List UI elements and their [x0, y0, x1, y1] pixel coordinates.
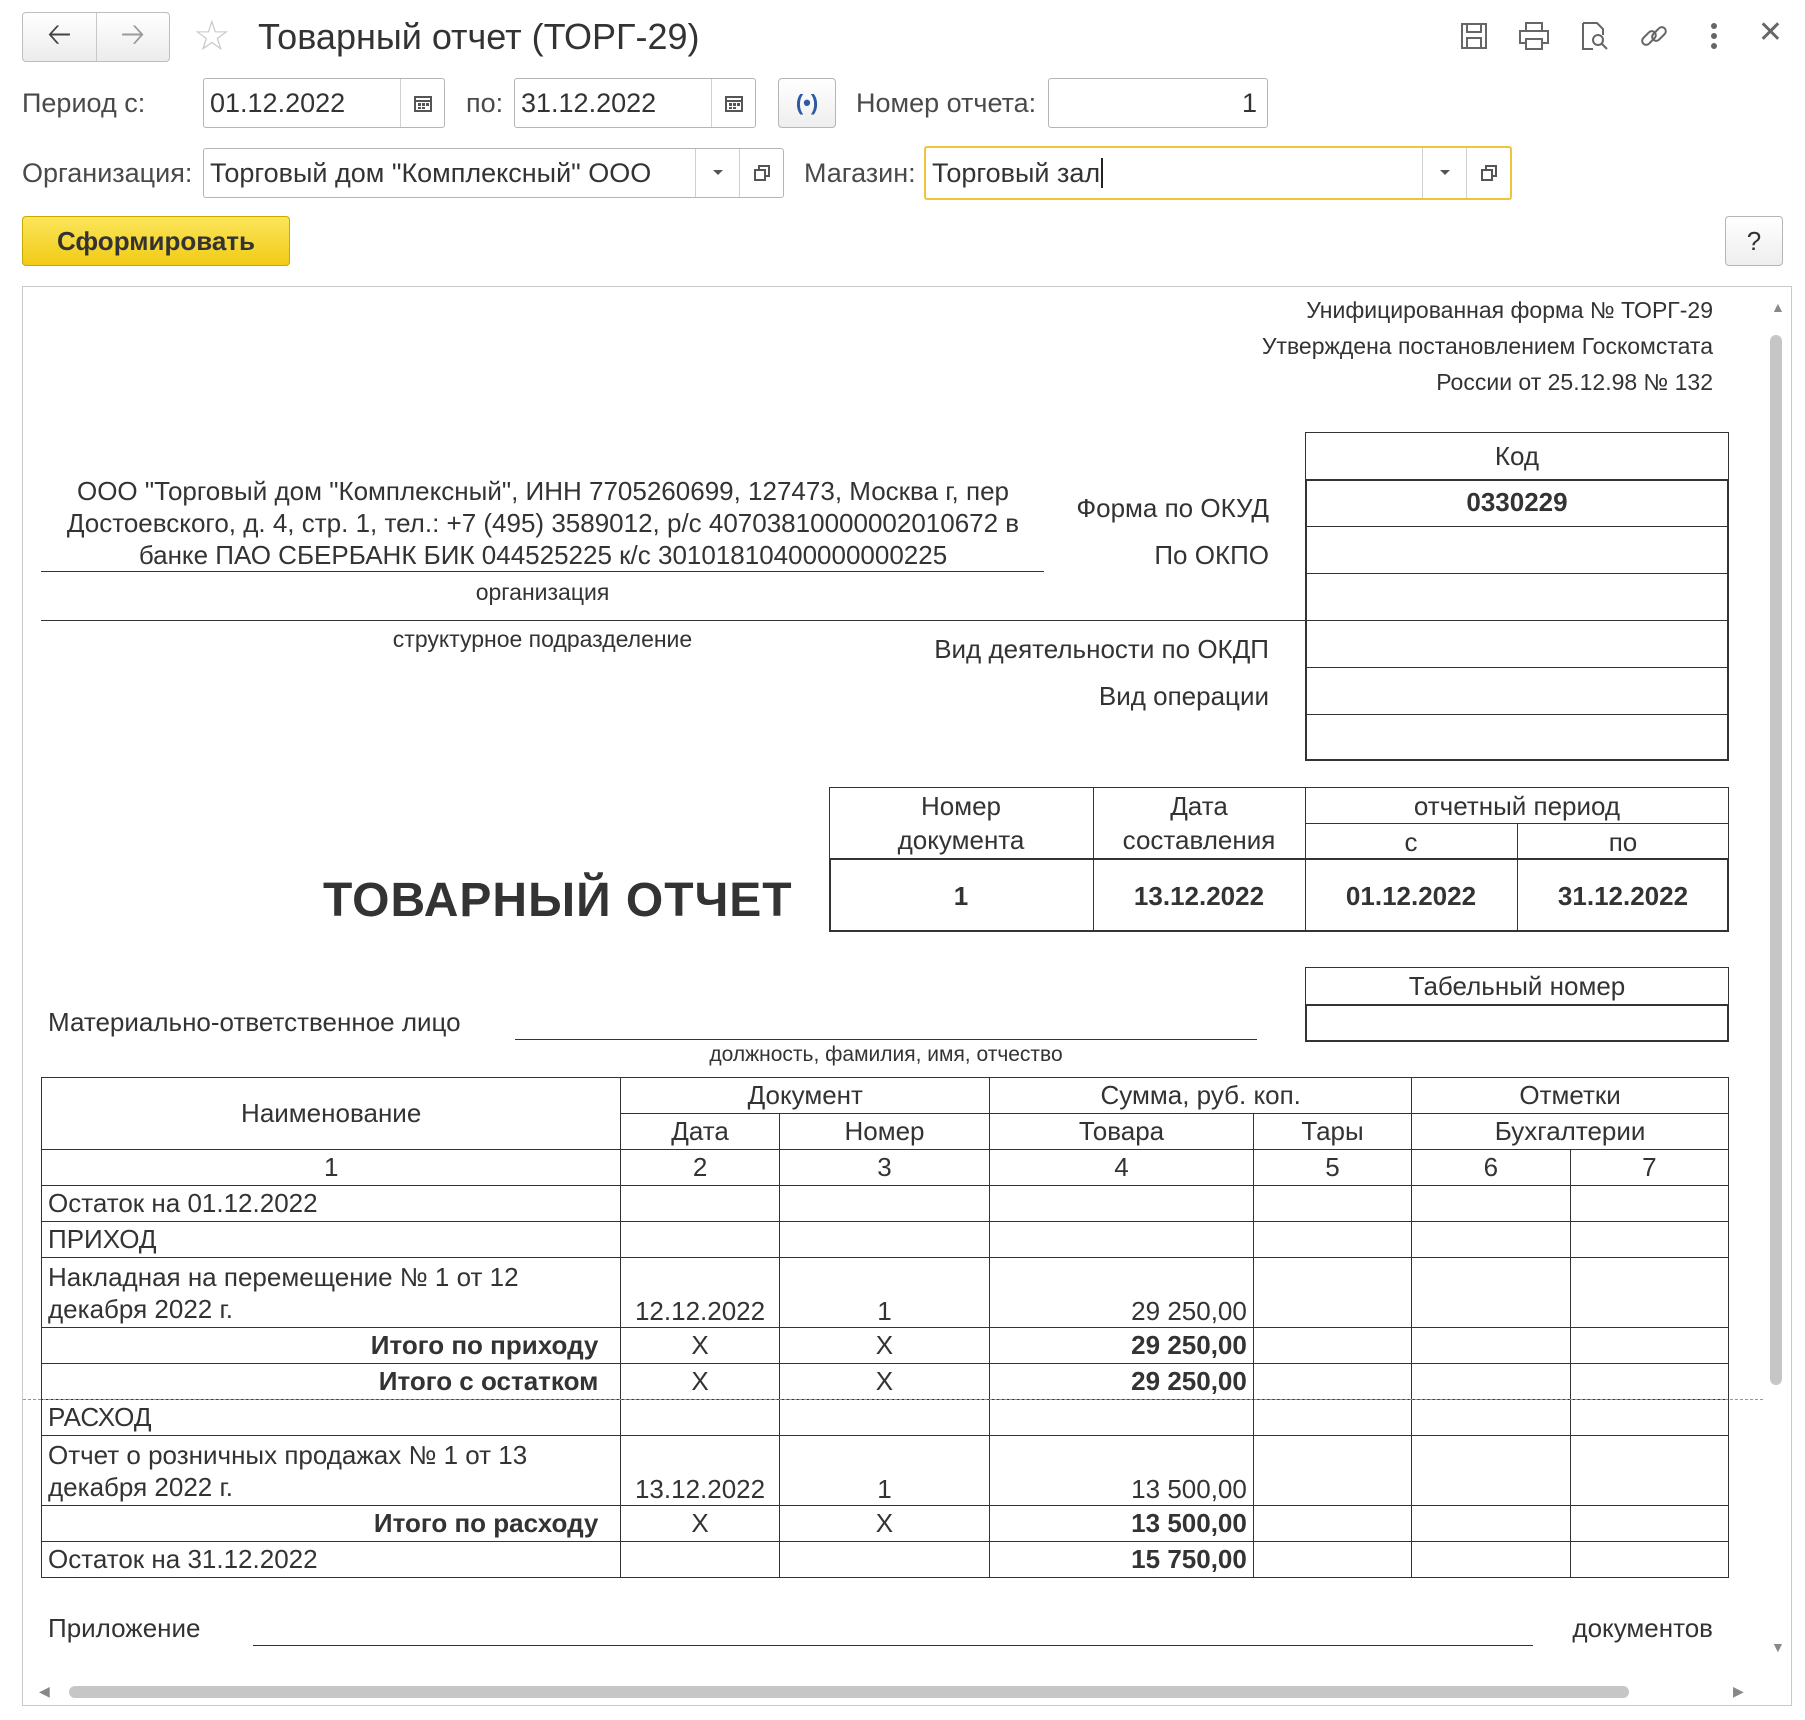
period-from-label: Период с: — [22, 88, 146, 118]
scroll-up-icon[interactable]: ▲ — [1771, 299, 1785, 315]
okpo-label: По ОКПО — [1154, 540, 1269, 570]
col-number: 1 — [42, 1150, 621, 1186]
save-icon[interactable] — [1456, 18, 1492, 54]
col-number: 5 — [1253, 1150, 1411, 1186]
header-tare: Тары — [1253, 1114, 1411, 1150]
appendix-label: Приложение — [48, 1613, 201, 1643]
division-underline — [41, 620, 1305, 621]
closing-balance-label: Остаток на 31.12.2022 — [42, 1542, 621, 1578]
code-row-separator — [1305, 620, 1729, 621]
scroll-right-icon[interactable]: ▶ — [1733, 1683, 1744, 1699]
arrow-left-icon: 🡠 — [47, 17, 72, 51]
period-from-value: 01.12.2022 — [1345, 881, 1477, 911]
period-selector-icon: (•) — [795, 90, 819, 115]
with-balance-x: X — [779, 1364, 989, 1400]
help-button[interactable]: ? — [1725, 216, 1783, 266]
period-from-input[interactable]: 01.12.2022 — [203, 78, 445, 128]
expense-doc-sum: 13 500,00 — [990, 1436, 1254, 1506]
code-row-separator — [1305, 526, 1729, 527]
open-item-icon[interactable] — [1466, 148, 1510, 198]
expense-total-x: X — [621, 1506, 779, 1542]
organization-underline — [41, 571, 1044, 572]
table-row[interactable] — [42, 1258, 1729, 1328]
expense-total-x: X — [779, 1506, 989, 1542]
income-total-x: X — [779, 1328, 989, 1364]
operation-label: Вид операции — [1098, 681, 1269, 711]
doc-number-header-2: документа — [897, 825, 1025, 855]
generate-button[interactable]: Сформировать — [22, 216, 290, 266]
expense-header: РАСХОД — [42, 1400, 621, 1436]
doc-number-header-1: Номер — [920, 791, 1002, 821]
window-title: Товарный отчет (ТОРГ-29) — [258, 16, 700, 57]
calendar-icon[interactable] — [711, 79, 755, 127]
header-name: Наименование — [42, 1078, 621, 1150]
scroll-down-icon[interactable]: ▼ — [1771, 1639, 1785, 1655]
period-to-input[interactable]: 31.12.2022 — [514, 78, 756, 128]
tab-number-header: Табельный номер — [1408, 971, 1626, 1001]
header-sum: Сумма, руб. коп. — [990, 1078, 1412, 1114]
header-date: Дата — [621, 1114, 779, 1150]
income-header: ПРИХОД — [42, 1222, 621, 1258]
store-label: Магазин: — [804, 158, 916, 188]
navigation-buttons — [22, 12, 170, 62]
income-document-line1: Накладная на перемещение № 1 от 12 — [48, 1262, 519, 1292]
with-balance-label: Итого с остатком — [42, 1364, 621, 1400]
period-to-value: 31.12.2022 — [1557, 881, 1689, 911]
report-number-label: Номер отчета: — [856, 88, 1037, 118]
income-doc-sum: 29 250,00 — [990, 1258, 1254, 1328]
appendix-underline — [253, 1645, 1533, 1646]
table-row[interactable] — [42, 1222, 1729, 1258]
responsible-label: Материально-ответственное лицо — [48, 1007, 461, 1037]
doc-date-value: 13.12.2022 — [1133, 881, 1265, 911]
text-caret — [1101, 158, 1103, 188]
doc-info-separator — [1305, 823, 1729, 824]
period-to-header: по — [1608, 827, 1638, 857]
organization-select[interactable]: Торговый дом "Комплексный" ООО — [203, 148, 784, 198]
expense-doc-date: 13.12.2022 — [621, 1436, 779, 1506]
opening-balance-label: Остаток на 01.12.2022 — [42, 1186, 621, 1222]
income-document — [42, 1258, 621, 1328]
doc-number-value: 1 — [953, 881, 969, 911]
arrow-right-icon: 🡢 — [120, 17, 145, 51]
code-row-separator — [1305, 573, 1729, 574]
expense-document-line1: Отчет о розничных продажах № 1 от 13 — [48, 1440, 528, 1470]
organization-label: Организация: — [22, 158, 193, 188]
expense-doc-number: 1 — [779, 1436, 989, 1506]
header-goods: Товара — [990, 1114, 1254, 1150]
header-number: Номер — [779, 1114, 989, 1150]
more-icon[interactable] — [1696, 18, 1732, 54]
organization-details: ООО "Торговый дом "Комплексный", ИНН 7705260699, 127473, Москва г, пер Достоевского, д. 4, стр. 1, тел.: +7 (495) 3589012, р/с 40703810000002010672 в банке ПАО СБЕРБАНК БИК 044525225 к/с 30101810400000000225 — [66, 476, 1020, 570]
income-total-x: X — [621, 1328, 779, 1364]
horizontal-scrollbar[interactable] — [23, 1677, 1763, 1705]
table-row[interactable] — [42, 1400, 1729, 1436]
division-caption: структурное подразделение — [392, 626, 693, 652]
documents-label: документов — [1572, 1613, 1713, 1643]
print-icon[interactable] — [1516, 18, 1552, 54]
closing-balance-sum: 15 750,00 — [990, 1542, 1254, 1578]
tab-number-value-cell — [1305, 1004, 1729, 1042]
form-header-line3: России от 25.12.98 № 132 — [1436, 369, 1713, 395]
income-doc-date: 12.12.2022 — [621, 1258, 779, 1328]
store-value: Торговый зал — [932, 157, 1101, 188]
expense-document — [42, 1436, 621, 1506]
goods-report-table — [41, 1077, 1729, 1578]
report-document[interactable] — [22, 286, 1792, 1706]
forward-button[interactable] — [96, 13, 170, 61]
expense-document-line2: декабря 2022 г. — [48, 1472, 233, 1502]
income-total-label: Итого по приходу — [42, 1328, 621, 1364]
period-header: отчетный период — [1413, 791, 1621, 821]
preview-icon[interactable] — [1576, 18, 1612, 54]
table-row[interactable] — [42, 1436, 1729, 1506]
open-item-icon[interactable] — [739, 149, 783, 197]
period-to-label: по: — [466, 88, 504, 118]
income-document-line2: декабря 2022 г. — [48, 1294, 233, 1324]
table-row[interactable] — [42, 1506, 1729, 1542]
vertical-scrollbar[interactable] — [1763, 287, 1789, 1679]
back-button[interactable] — [23, 13, 96, 61]
doc-date-header-1: Дата — [1170, 791, 1228, 821]
income-total-sum: 29 250,00 — [990, 1328, 1254, 1364]
with-balance-sum: 29 250,00 — [990, 1364, 1254, 1400]
code-header: Код — [1494, 441, 1540, 471]
period-from-header: с — [1404, 827, 1418, 857]
close-icon[interactable]: ✕ — [1757, 16, 1783, 49]
code-row-separator — [1305, 667, 1729, 668]
col-number: 3 — [779, 1150, 989, 1186]
scroll-left-icon[interactable]: ◀ — [39, 1683, 50, 1699]
calendar-icon[interactable] — [400, 79, 444, 127]
col-number: 4 — [990, 1150, 1254, 1186]
report-number-input[interactable]: 1 — [1048, 78, 1268, 128]
responsible-caption: должность, фамилия, имя, отчество — [709, 1043, 1063, 1066]
report-title: ТОВАРНЫЙ ОТЧЕТ — [323, 874, 793, 927]
header-marks: Отметки — [1412, 1078, 1729, 1114]
doc-date-header-2: составления — [1122, 825, 1276, 855]
header-accounting: Бухгалтерии — [1412, 1114, 1729, 1150]
table-row[interactable] — [42, 1328, 1729, 1364]
favorite-star-icon[interactable]: ☆ — [193, 12, 231, 59]
store-select[interactable] — [924, 146, 1512, 200]
link-icon[interactable] — [1636, 18, 1672, 54]
select-period-button[interactable] — [778, 78, 836, 128]
table-row[interactable] — [42, 1542, 1729, 1578]
okud-value: 0330229 — [1466, 487, 1568, 517]
okdp-label: Вид деятельности по ОКДП — [934, 634, 1269, 664]
report-page — [23, 287, 1763, 1677]
okud-label: Форма по ОКУД — [1076, 493, 1269, 523]
table-row[interactable] — [42, 1186, 1729, 1222]
expense-total-label: Итого по расходу — [42, 1506, 621, 1542]
form-header-line1: Унифицированная форма № ТОРГ-29 — [1306, 297, 1713, 323]
code-row-separator — [1305, 714, 1729, 715]
page-break-line — [23, 1399, 1763, 1400]
expense-total-sum: 13 500,00 — [990, 1506, 1254, 1542]
income-doc-number: 1 — [779, 1258, 989, 1328]
table-row[interactable] — [42, 1364, 1729, 1400]
col-number: 7 — [1570, 1150, 1728, 1186]
responsible-underline — [515, 1039, 1257, 1040]
organization-caption: организация — [475, 579, 610, 605]
horizontal-scroll-thumb[interactable] — [69, 1686, 1629, 1698]
col-number: 2 — [621, 1150, 779, 1186]
vertical-scroll-thumb[interactable] — [1770, 335, 1782, 1385]
with-balance-x: X — [621, 1364, 779, 1400]
form-header-line2: Утверждена постановлением Госкомстата — [1261, 333, 1713, 359]
dropdown-arrow-icon[interactable] — [695, 149, 739, 197]
dropdown-arrow-icon[interactable] — [1422, 148, 1466, 198]
col-number: 6 — [1412, 1150, 1570, 1186]
header-document: Документ — [621, 1078, 990, 1114]
